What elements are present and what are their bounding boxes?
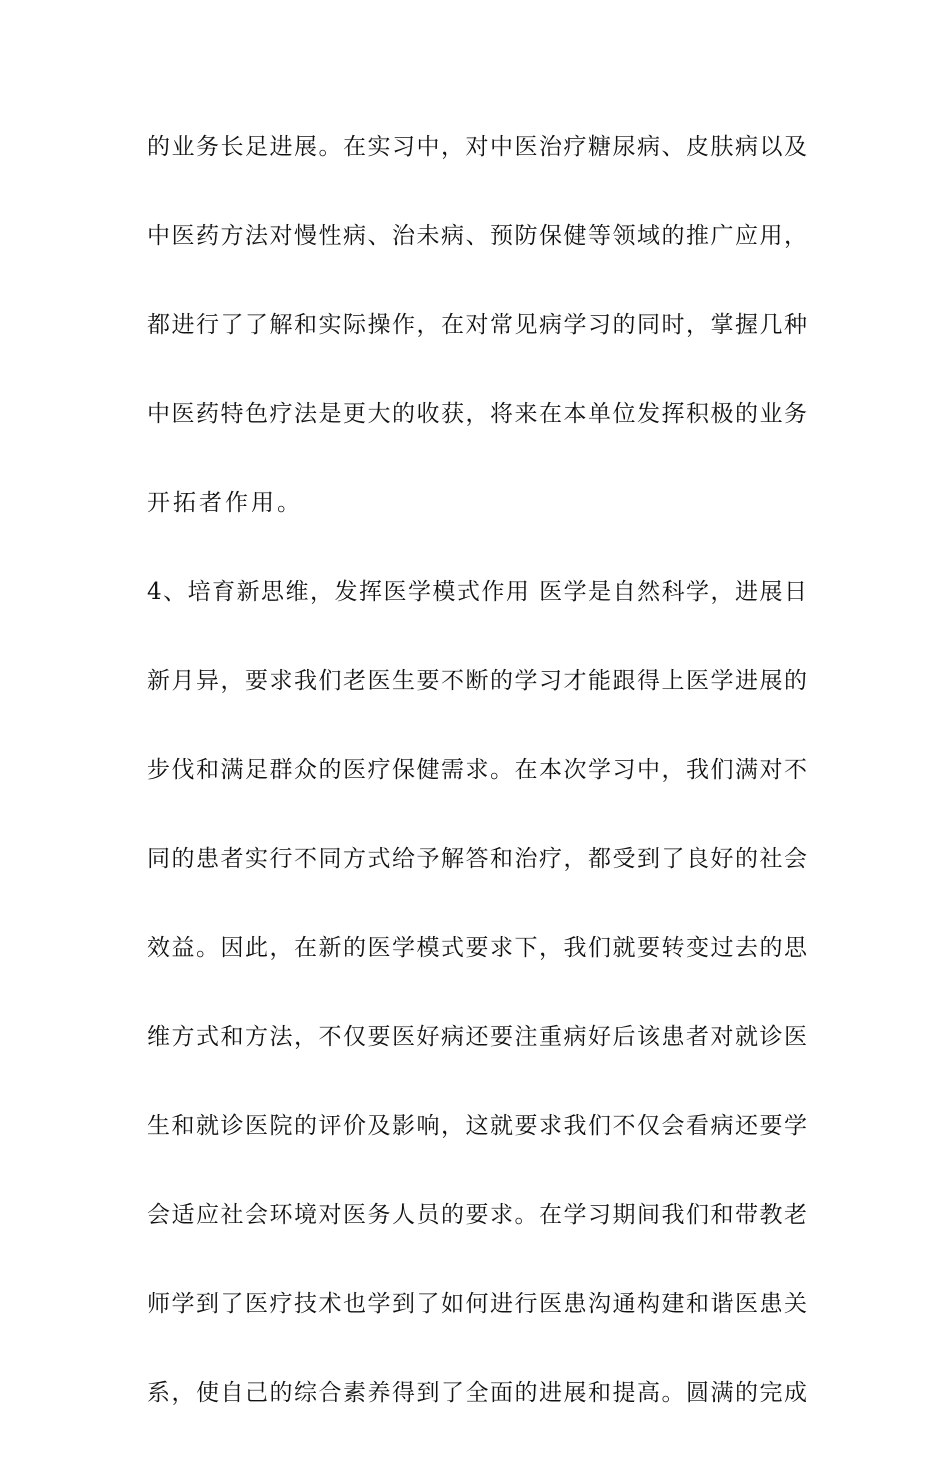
text-line: 中医药特色疗法是更大的收获，将来在本单位发挥积极的业务 xyxy=(147,401,807,427)
text-line: 师学到了医疗技术也学到了如何进行医患沟通构建和谐医患关 xyxy=(147,1291,807,1317)
text-line: 4、培育新思维，发挥医学模式作用 医学是自然科学，进展日 xyxy=(147,579,807,605)
text-line: 步伐和满足群众的医疗保健需求。在本次学习中，我们满对不 xyxy=(147,757,807,783)
text-line: 的业务长足进展。在实习中，对中医治疗糖尿病、皮肤病以及 xyxy=(147,134,807,160)
text-line: 系，使自己的综合素养得到了全面的进展和提高。圆满的完成 xyxy=(147,1380,807,1406)
text-line: 开拓者作用。 xyxy=(147,490,303,516)
text-line: 新月异，要求我们老医生要不断的学习才能跟得上医学进展的 xyxy=(147,668,807,694)
text-line: 会适应社会环境对医务人员的要求。在学习期间我们和带教老 xyxy=(147,1202,807,1228)
body-text xyxy=(147,132,807,1467)
text-line: 生和就诊医院的评价及影响，这就要求我们不仅会看病还要学 xyxy=(147,1113,807,1139)
text-line: 维方式和方法，不仅要医好病还要注重病好后该患者对就诊医 xyxy=(147,1024,807,1050)
text-line: 都进行了了解和实际操作，在对常见病学习的同时，掌握几种 xyxy=(147,312,807,338)
text-line: 效益。因此，在新的医学模式要求下，我们就要转变过去的思 xyxy=(147,935,807,961)
text-line: 同的患者实行不同方式给予解答和治疗，都受到了良好的社会 xyxy=(147,846,807,872)
text-line: 中医药方法对慢性病、治未病、预防保健等领域的推广应用， xyxy=(147,223,807,249)
